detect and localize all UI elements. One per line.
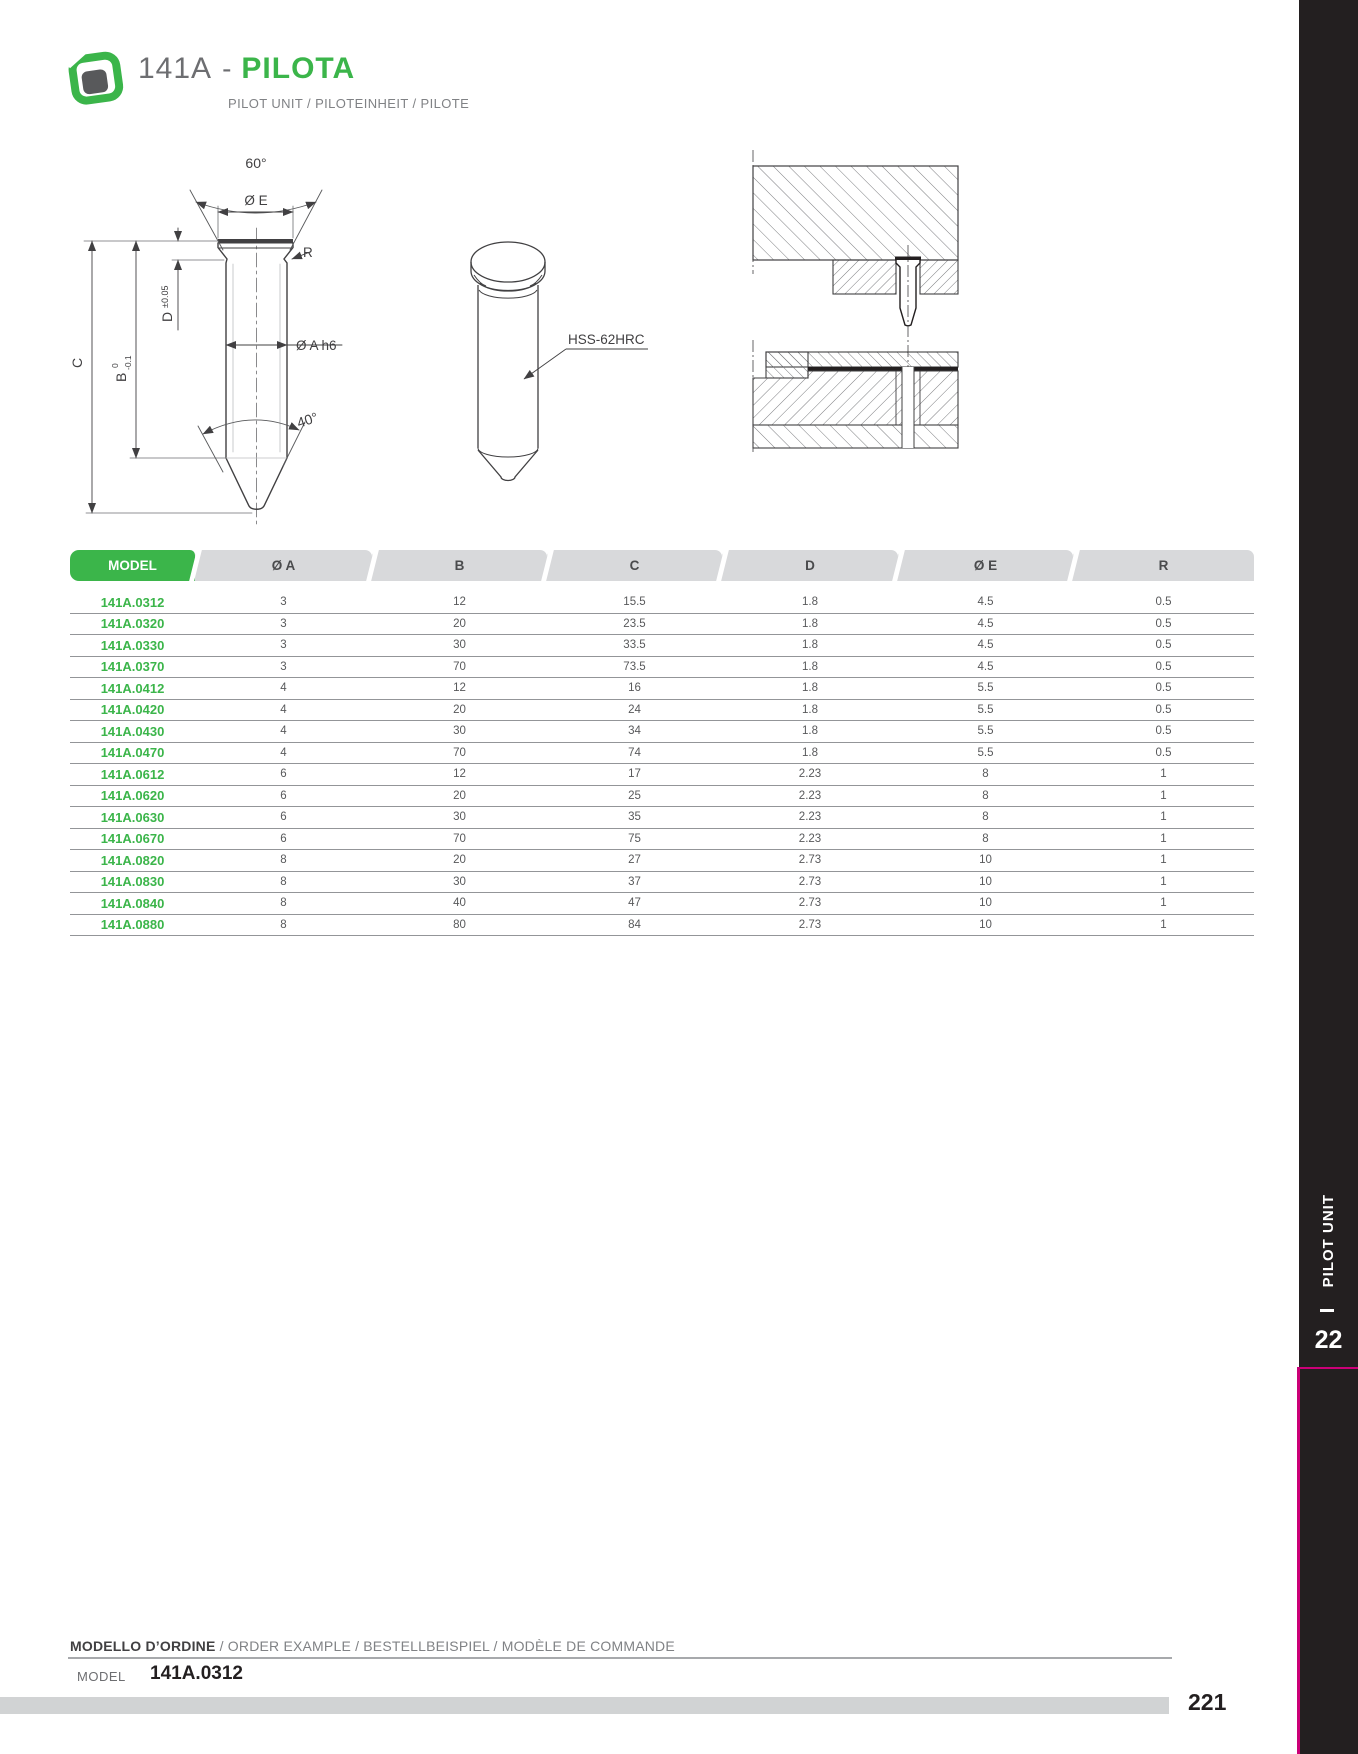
value-cell: 20 xyxy=(453,617,466,630)
value-cell: 1 xyxy=(1160,811,1167,824)
model-cell: 141A.0370 xyxy=(100,659,165,675)
value-cell: 20 xyxy=(453,854,466,867)
value-cell: 37 xyxy=(628,875,641,888)
order-model-value: 141A.0312 xyxy=(150,1663,243,1684)
value-cell: 5.5 xyxy=(977,682,994,695)
order-example-heading-bold: MODELLO D’ORDINE xyxy=(70,1638,216,1654)
value-cell: 6 xyxy=(280,768,287,781)
value-cell: 40 xyxy=(453,897,466,910)
value-cell: 84 xyxy=(628,918,641,931)
value-cell: 8 xyxy=(280,918,287,931)
value-cell: 0.5 xyxy=(1155,617,1172,630)
value-cell: 12 xyxy=(453,596,466,609)
model-cell: 141A.0630 xyxy=(100,809,165,825)
value-cell: 8 xyxy=(280,875,287,888)
table-body xyxy=(70,592,1254,936)
model-cell: 141A.0330 xyxy=(100,637,165,653)
value-cell: 4.5 xyxy=(977,639,994,652)
table-row xyxy=(70,893,1254,915)
model-cell: 141A.0840 xyxy=(100,895,165,911)
value-cell: 20 xyxy=(453,789,466,802)
value-cell: 12 xyxy=(453,768,466,781)
value-cell: 1.8 xyxy=(802,703,818,716)
model-cell: 141A.0312 xyxy=(100,594,165,610)
value-cell: 0.5 xyxy=(1155,660,1172,673)
value-cell: 1.8 xyxy=(802,725,818,738)
value-cell: 3 xyxy=(280,639,287,652)
column-header-c: C xyxy=(547,550,722,581)
value-cell: 47 xyxy=(628,897,641,910)
value-cell: 10 xyxy=(979,854,992,867)
value-cell: 33.5 xyxy=(623,639,646,652)
sidebar-lower-block xyxy=(1297,1367,1358,1754)
label-depth: D xyxy=(159,311,175,322)
value-cell: 73.5 xyxy=(623,660,646,673)
value-cell: 6 xyxy=(280,811,287,824)
label-body-tol-bottom: -0.1 xyxy=(123,355,133,370)
value-cell: 5.5 xyxy=(977,746,994,759)
value-cell: 16 xyxy=(628,682,641,695)
model-cell: 141A.0470 xyxy=(100,745,165,761)
value-cell: 1 xyxy=(1160,918,1167,931)
column-header-dia-e: Ø E xyxy=(898,550,1073,581)
column-header-model: MODEL xyxy=(70,550,195,581)
order-heading-rule xyxy=(68,1657,1172,1659)
label-tip-angle: 40° xyxy=(294,408,320,431)
value-cell: 10 xyxy=(979,918,992,931)
table-row xyxy=(70,786,1254,808)
order-model-label: MODEL xyxy=(77,1669,126,1684)
model-cell: 141A.0670 xyxy=(100,831,165,847)
model-cell: 141A.0320 xyxy=(100,616,165,632)
value-cell: 4.5 xyxy=(977,617,994,630)
model-cell: 141A.0612 xyxy=(100,766,165,782)
value-cell: 0.5 xyxy=(1155,639,1172,652)
value-cell: 1.8 xyxy=(802,639,818,652)
value-cell: 0.5 xyxy=(1155,596,1172,609)
page-number: 221 xyxy=(1188,1689,1227,1715)
value-cell: 17 xyxy=(628,768,641,781)
value-cell: 1 xyxy=(1160,768,1167,781)
label-body-tol-top: 0 xyxy=(110,363,120,368)
value-cell: 2.23 xyxy=(798,768,822,781)
value-cell: 6 xyxy=(280,832,287,845)
sidebar-bar xyxy=(1299,0,1358,1367)
value-cell: 1 xyxy=(1160,832,1167,845)
value-cell: 1 xyxy=(1160,789,1167,802)
column-header-d: D xyxy=(722,550,898,581)
value-cell: 6 xyxy=(280,789,287,802)
table-row xyxy=(70,872,1254,894)
value-cell: 8 xyxy=(982,811,989,824)
product-code: 141A xyxy=(138,52,213,85)
column-header-b: B xyxy=(372,550,547,581)
value-cell: 8 xyxy=(280,897,287,910)
value-cell: 2.73 xyxy=(798,875,822,888)
value-cell: 2.73 xyxy=(798,897,822,910)
value-cell: 2.73 xyxy=(798,854,822,867)
value-cell: 4.5 xyxy=(977,660,994,673)
sidebar-tab xyxy=(1299,1185,1358,1297)
table-row xyxy=(70,743,1254,765)
value-cell: 3 xyxy=(280,617,287,630)
value-cell: 15.5 xyxy=(623,596,646,609)
table-row xyxy=(70,915,1254,937)
model-cell: 141A.0830 xyxy=(100,874,165,890)
value-cell: 1.8 xyxy=(802,596,818,609)
value-cell: 0.5 xyxy=(1155,682,1172,695)
value-cell: 4 xyxy=(280,746,287,759)
value-cell: 74 xyxy=(628,746,641,759)
value-cell: 8 xyxy=(982,768,989,781)
column-header-r: R xyxy=(1073,550,1254,581)
value-cell: 70 xyxy=(453,832,466,845)
value-cell: 8 xyxy=(982,832,989,845)
label-shaft-diameter: Ø A h6 xyxy=(296,338,337,353)
value-cell: 24 xyxy=(628,703,641,716)
value-cell: 10 xyxy=(979,875,992,888)
value-cell: 1.8 xyxy=(802,617,818,630)
value-cell: 8 xyxy=(280,854,287,867)
front-view-drawing xyxy=(69,155,342,524)
iso-view-drawing xyxy=(471,242,648,481)
label-material: HSS-62HRC xyxy=(568,332,645,347)
value-cell: 23.5 xyxy=(623,617,646,630)
value-cell: 27 xyxy=(628,854,641,867)
value-cell: 70 xyxy=(453,746,466,759)
value-cell: 3 xyxy=(280,596,287,609)
value-cell: 1 xyxy=(1160,875,1167,888)
footer-bar xyxy=(0,1697,1169,1714)
value-cell: 70 xyxy=(453,660,466,673)
value-cell: 30 xyxy=(453,725,466,738)
value-cell: 34 xyxy=(628,725,641,738)
value-cell: 10 xyxy=(979,897,992,910)
table-row xyxy=(70,657,1254,679)
value-cell: 30 xyxy=(453,875,466,888)
value-cell: 8 xyxy=(982,789,989,802)
label-head-diameter: Ø E xyxy=(244,193,268,208)
value-cell: 4.5 xyxy=(977,596,994,609)
value-cell: 2.73 xyxy=(798,918,822,931)
model-cell: 141A.0880 xyxy=(100,917,165,933)
label-body-length: B xyxy=(113,372,129,382)
value-cell: 4 xyxy=(280,703,287,716)
value-cell: 25 xyxy=(628,789,641,802)
model-cell: 141A.0412 xyxy=(100,680,165,696)
label-total-length: C xyxy=(69,357,85,368)
assembly-section-drawing xyxy=(753,150,958,452)
value-cell: 4 xyxy=(280,725,287,738)
title-dash: - xyxy=(222,53,232,84)
table-row xyxy=(70,592,1254,614)
model-cell: 141A.0620 xyxy=(100,788,165,804)
value-cell: 4 xyxy=(280,682,287,695)
order-example-heading-rest: / ORDER EXAMPLE / BESTELLBEISPIEL / MODÈLE DE COMMANDE xyxy=(215,1638,675,1654)
value-cell: 1.8 xyxy=(802,682,818,695)
table-row xyxy=(70,614,1254,636)
value-cell: 30 xyxy=(453,639,466,652)
value-cell: 1 xyxy=(1160,897,1167,910)
table-row xyxy=(70,678,1254,700)
table-row xyxy=(70,721,1254,743)
label-radius: R xyxy=(303,245,313,260)
label-head-angle: 60° xyxy=(245,155,267,171)
value-cell: 1.8 xyxy=(802,746,818,759)
value-cell: 0.5 xyxy=(1155,725,1172,738)
table-row xyxy=(70,807,1254,829)
value-cell: 0.5 xyxy=(1155,703,1172,716)
value-cell: 1.8 xyxy=(802,660,818,673)
value-cell: 2.23 xyxy=(798,789,822,802)
table-row xyxy=(70,850,1254,872)
sidebar-tab-label: PILOT UNIT xyxy=(1320,1194,1337,1288)
page-subtitle: PILOT UNIT / PILOTEINHEIT / PILOTE xyxy=(228,96,470,111)
value-cell: 12 xyxy=(453,682,466,695)
table-row xyxy=(70,764,1254,786)
chapter-number: 22 xyxy=(1314,1326,1343,1354)
sidebar-separator xyxy=(1320,1309,1334,1312)
order-example-heading xyxy=(70,1638,675,1654)
value-cell: 2.23 xyxy=(798,811,822,824)
value-cell: 30 xyxy=(453,811,466,824)
value-cell: 75 xyxy=(628,832,641,845)
product-name: PILOTA xyxy=(241,52,356,85)
table-row xyxy=(70,700,1254,722)
table-row xyxy=(70,829,1254,851)
model-cell: 141A.0430 xyxy=(100,723,165,739)
value-cell: 20 xyxy=(453,703,466,716)
column-header-dia-a: Ø A xyxy=(195,550,372,581)
value-cell: 35 xyxy=(628,811,641,824)
table-row xyxy=(70,635,1254,657)
value-cell: 80 xyxy=(453,918,466,931)
value-cell: 2.23 xyxy=(798,832,822,845)
value-cell: 5.5 xyxy=(977,703,994,716)
model-cell: 141A.0420 xyxy=(100,702,165,718)
value-cell: 5.5 xyxy=(977,725,994,738)
technical-drawings xyxy=(0,0,1000,560)
value-cell: 3 xyxy=(280,660,287,673)
value-cell: 1 xyxy=(1160,854,1167,867)
value-cell: 0.5 xyxy=(1155,746,1172,759)
label-depth-tolerance: ±0.05 xyxy=(160,285,170,308)
model-cell: 141A.0820 xyxy=(100,852,165,868)
